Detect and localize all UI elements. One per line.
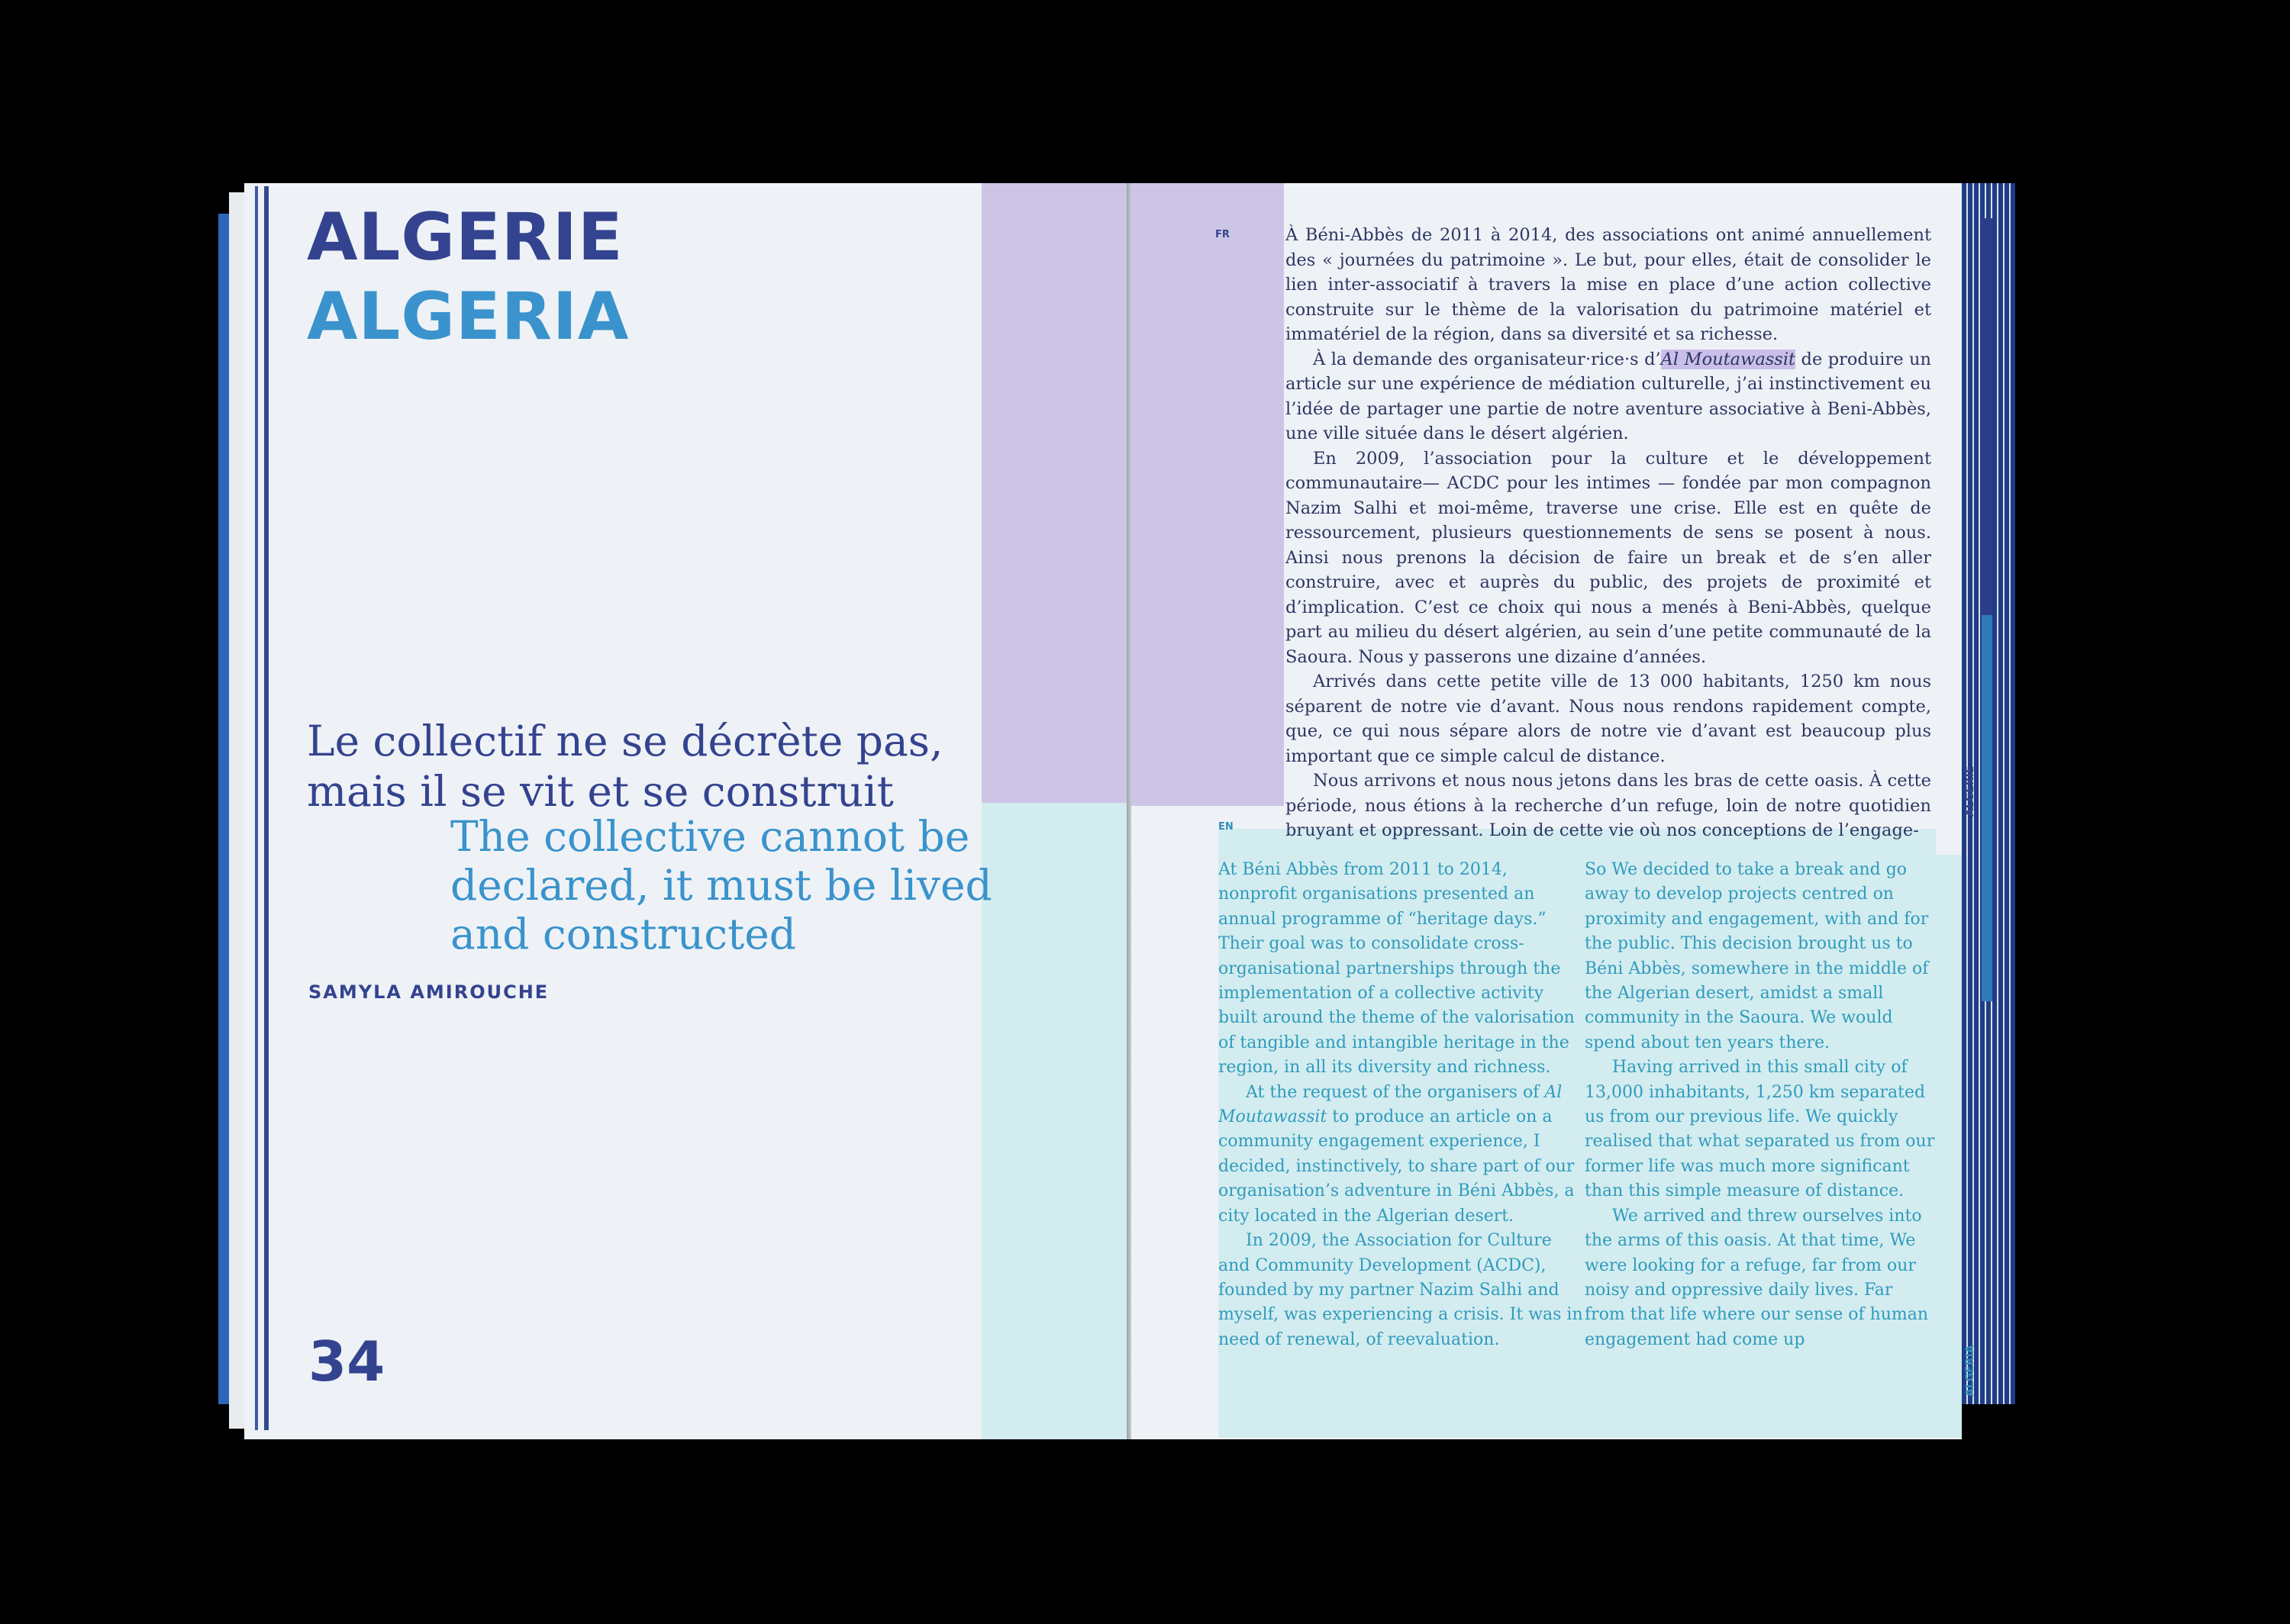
title-en: ALGERIA [307,279,630,355]
language-label-en: EN [1218,821,1234,833]
quote-en-line: The collective cannot be [450,812,970,861]
french-body-text [1285,223,1931,843]
side-label-en: ALGERIA [1964,1345,1976,1397]
quote-en-line: and constructed [450,910,796,959]
fr-paragraph: Nous arrivons et nous nous jetons dans les bras de cette oasis. À cette période, nous étions à la recherche d’un refuge, loin de notre quotidien bruyant et oppressant. Loin de cette vie où nos conceptions de l’engage- [1285,771,1931,840]
fr-paragraph: Arrivés dans cette petite ville de 13 000 habitants, 1250 km nous séparent de notre vie d’avant. Nous nous rendons rapidement compte, que, ce qui nous sépare alors de notre vie d’avant est beaucoup plus important que ce simple calcul de distance. [1285,672,1931,766]
en-paragraph: Having arrived in this small city of 13,000 inhabitants, 1,250 km separated us from our previous life. We quickly realised that what separated us from our former life was much more significant than this simple measure of distance. [1585,1058,1935,1201]
quote-fr-line: Le collectif ne se décrète pas, [307,717,943,765]
en-paragraph: At Béni Abbès from 2011 to 2014, nonprofit organisations presented an annual programme of “heritage days.” Their goal was to consolidate cross-organisational partnerships through the implementation of a collective activity built around the theme of the valorisation of tangible and intangible heritage in the region, in all its diversity and richness. [1218,860,1575,1078]
english-column-1 [1218,858,1583,1352]
page-number: 34 [308,1329,385,1394]
side-label-fr: ALGERIE [1964,765,1976,817]
fr-text-run: À la demande des organisateur·rice·s d’ [1313,349,1661,369]
en-text-run: At the request of the organisers of [1246,1082,1545,1102]
en-paragraph [1218,1081,1583,1229]
fr-paragraph [1285,347,1931,446]
en-paragraph: We arrived and threw ourselves into the arms of this oasis. At that time, We were looking for a refuge, far from our noisy and oppressive daily lives. Far from that life where our sense of human engagement had come up [1585,1206,1929,1349]
language-label-fr: FR [1215,229,1230,240]
side-label-fr-box [1961,748,1984,824]
pull-quote-fr [307,716,979,817]
edge-tab-navy [1982,218,1992,615]
right-cyan-strip [1936,855,1962,1438]
page-edge-left [229,192,244,1429]
quote-fr-line: mais il se vit et se construit [307,767,894,816]
fr-paragraph: En 2009, l’association pour la culture et le développement communautaire— ACDC pour les intimes — fondée par mon compagnon Nazim Salhi et moi-même, traverse une crise. Elle est en quête de ressourcement, plusieurs questionnements de sens se posent à nous. Ainsi nous prenons la décision de faire un break et de s’en aller construire, avec et auprès du public, des projets de proximité et d’implication. C’est ce choix qui nous a menés à Beni-Abbès, quelque part au milieu du désert algérien, au sein d’une petite communauté de la Saoura. Nous y passerons une dizaine d’années. [1285,448,1931,667]
left-cyan-block [982,803,1133,1439]
italic-title: Al Moutawassit [1218,1082,1563,1127]
left-page-rule [264,186,269,1430]
quote-en-line: declared, it must be lived [450,861,992,910]
fr-paragraph: À Béni-Abbès de 2011 à 2014, des associations ont animé annuellement des « journées du patrimoine ». Le but, pour elles, était de consolider le lien inter-associatif à travers la mise en place d’une action collective construite sur le thème de la valorisation du patrimoine matériel et immatériel de la région, dans sa diversité et sa richesse. [1285,225,1931,344]
left-page-rule-outer [255,186,258,1430]
side-label-en-box [1961,1328,1984,1404]
en-paragraph: So We decided to take a break and go away to develop projects centred on proximity and engagement, with and for the public. This decision brought us to Béni Abbès, somewhere in the middle of the Algerian desert, amidst a small community in the Saoura. We would spend about ten years there. [1585,860,1929,1052]
en-paragraph: In 2009, the Association for Culture and Community Development (ACDC), founded by my partner Nazim Salhi and myself, was experiencing a crisis. It was in need of renewal, of reevaluation. [1218,1231,1583,1349]
highlighted-title: Al Moutawassit [1660,349,1796,369]
left-lilac-block [982,183,1133,803]
fr-text-run: de produire un article sur une expérience de médiation culturelle, j’ai instinctivement eu l’idée de partager une partie de notre aventure associative à Beni-Abbès, une ville située dans le désert algérien. [1285,349,1932,443]
title-fr: ALGERIE [307,199,624,276]
author-name: SAMYLA AMIROUCHE [308,981,550,1003]
pull-quote-en [450,812,1000,959]
right-lilac-block [1131,183,1284,806]
english-column-2 [1585,858,1936,1352]
en-text-run: to produce an article on a community engagement experience, I decided, instinctively, to share part of our organisation’s adventure in Béni Abbès, a city located in the Algerian desert. [1218,1107,1575,1226]
